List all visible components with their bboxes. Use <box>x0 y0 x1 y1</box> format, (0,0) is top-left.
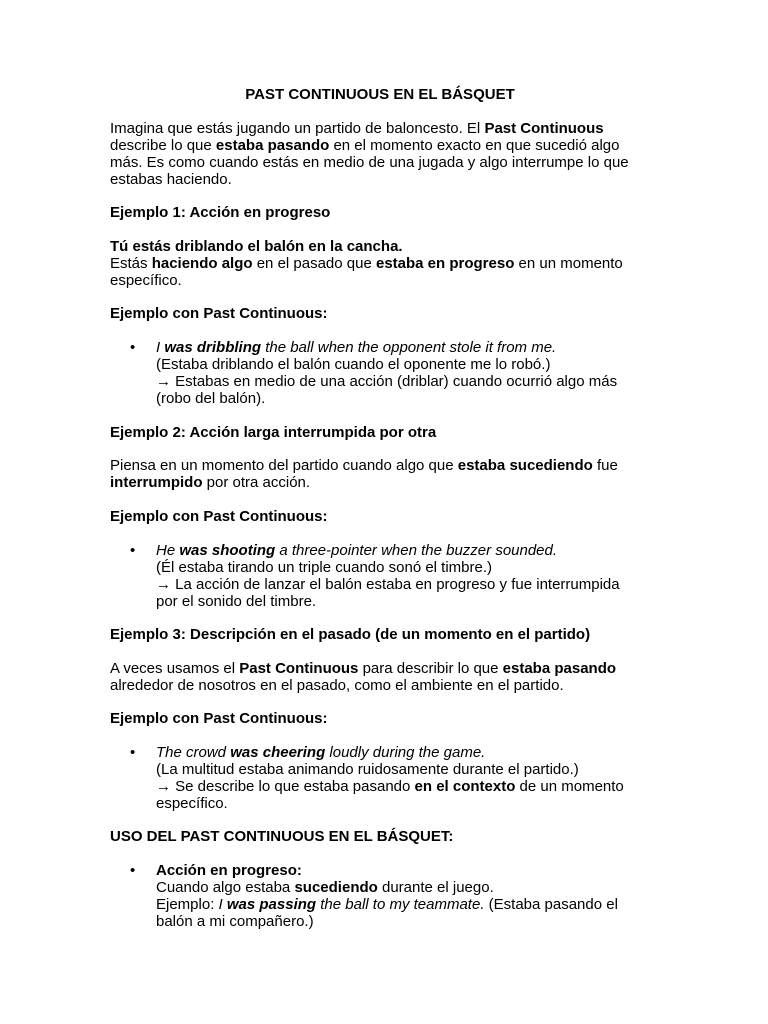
translation-text: (Estaba driblando el balón cuando el oponente me lo robó.) <box>156 356 551 373</box>
intro-text: más. Es como cuando estás en medio de una jugada y algo interrumpe lo que <box>110 154 629 171</box>
bold-italic-text: was dribbling <box>164 339 262 356</box>
example-3-paragraph <box>110 660 650 694</box>
text: Cuando algo estaba <box>156 879 295 896</box>
text: específico. <box>110 272 182 289</box>
bold-text: interrumpido <box>110 474 203 491</box>
italic-text: loudly during the game. <box>325 744 486 761</box>
italic-text: a three-pointer when the buzzer sounded. <box>275 542 558 559</box>
bold-text: haciendo algo <box>151 255 253 272</box>
translation-text: (La multitud estaba animando ruidosamente durante el partido.) <box>156 761 579 778</box>
text: Piensa en un momento del partido cuando algo que <box>110 457 458 474</box>
italic-text: I <box>156 339 165 356</box>
text: alrededor de nosotros en el pasado, como el ambiente en el partido. <box>110 677 564 694</box>
italic-text: I <box>218 896 227 913</box>
bold-text: estaba en progreso <box>375 255 515 272</box>
bold-text: estaba pasando <box>502 660 617 677</box>
example-1-heading: Ejemplo 1: Acción en progreso <box>110 204 331 221</box>
example-3-heading: Ejemplo 3: Descripción en el pasado (de un momento en el partido) <box>110 626 591 643</box>
text: en un momento <box>514 255 623 272</box>
example-2-paragraph <box>110 457 650 491</box>
text: (Estaba pasando el <box>484 896 618 913</box>
bold-italic-text: was passing <box>226 896 317 913</box>
italic-text: the ball when the opponent stole it from me. <box>261 339 557 356</box>
text: Estás <box>110 255 152 272</box>
text: en el pasado que <box>252 255 376 272</box>
example-1-paragraph <box>110 238 650 289</box>
text: fue <box>592 457 618 474</box>
bullet-icon: • <box>130 744 136 761</box>
explanation-text: → La acción de lanzar el balón estaba en progreso y fue interrumpida <box>156 576 620 593</box>
intro-text: Imagina que estás jugando un partido de baloncesto. El <box>110 120 485 137</box>
bold-text: Past Continuous <box>239 660 359 677</box>
italic-text: the ball to my teammate. <box>316 896 485 913</box>
text: durante el juego. <box>377 879 494 896</box>
usage-heading: USO DEL PAST CONTINUOUS EN EL BÁSQUET: <box>110 828 454 845</box>
explanation-text: específico. <box>156 795 228 812</box>
intro-text: describe lo que <box>110 137 216 154</box>
italic-text: He <box>156 542 180 559</box>
explanation-text: por el sonido del timbre. <box>156 593 317 610</box>
text: A veces usamos el <box>110 660 240 677</box>
example-1-bullet <box>130 339 650 407</box>
bold-italic-text: was shooting <box>179 542 276 559</box>
intro-bold: Past Continuous <box>484 120 604 137</box>
bold-text: estaba sucediendo <box>457 457 593 474</box>
intro-text: en el momento exacto en que sucedió algo <box>329 137 620 154</box>
text: balón a mi compañero.) <box>156 913 314 930</box>
bullet-icon: • <box>130 542 136 559</box>
intro-paragraph <box>110 120 650 188</box>
usage-bullet <box>130 862 650 930</box>
bold-text: en el contexto <box>414 778 516 795</box>
bullet-icon: • <box>130 862 136 879</box>
text: Ejemplo: <box>156 896 219 913</box>
example-2-bullet <box>130 542 650 610</box>
bold-italic-text: was cheering <box>230 744 326 761</box>
example-3-subheading: Ejemplo con Past Continuous: <box>110 710 328 727</box>
explanation-text: → Estabas en medio de una acción (driblar) cuando ocurrió algo más <box>156 373 618 390</box>
example-2-subheading: Ejemplo con Past Continuous: <box>110 508 328 525</box>
translation-text: (Él estaba tirando un triple cuando sonó el timbre.) <box>156 559 493 576</box>
explanation-text: → Se describe lo que estaba pasando <box>156 778 415 795</box>
bullet-icon: • <box>130 339 136 356</box>
example-3-bullet <box>130 744 650 812</box>
intro-bold: estaba pasando <box>215 137 330 154</box>
bold-text: sucediendo <box>294 879 378 896</box>
example-1-bold-line: Tú estás driblando el balón en la cancha. <box>110 238 403 255</box>
text: para describir lo que <box>358 660 503 677</box>
example-1-subheading: Ejemplo con Past Continuous: <box>110 305 328 322</box>
explanation-text: de un momento <box>515 778 624 795</box>
document-title: PAST CONTINUOUS EN EL BÁSQUET <box>245 86 515 103</box>
bullet-heading: Acción en progreso: <box>156 862 302 879</box>
text: por otra acción. <box>202 474 311 491</box>
intro-text: estabas haciendo. <box>110 171 232 188</box>
italic-text: The crowd <box>156 744 231 761</box>
explanation-text: (robo del balón). <box>156 390 266 407</box>
example-2-heading: Ejemplo 2: Acción larga interrumpida por otra <box>110 424 437 441</box>
